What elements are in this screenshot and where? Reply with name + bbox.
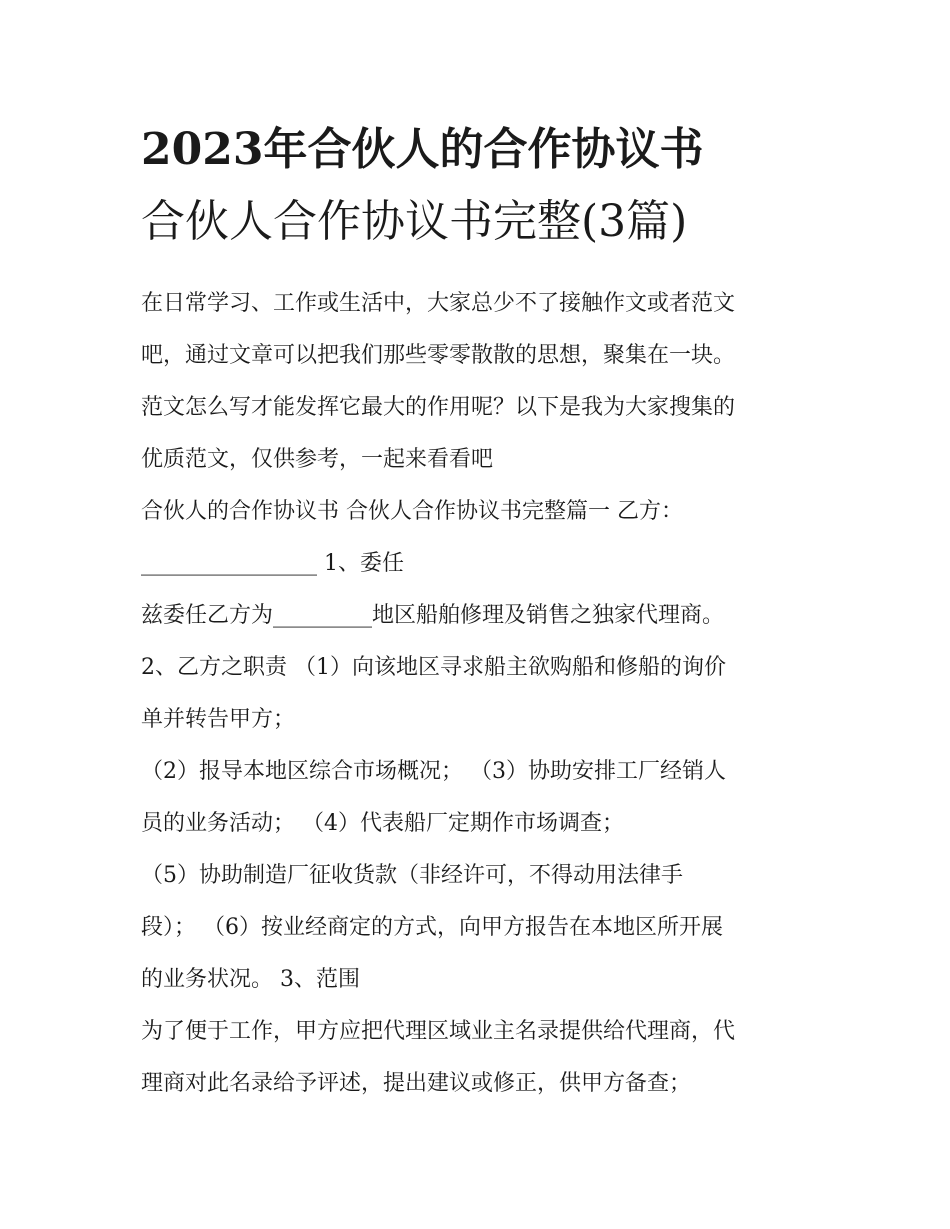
- body-line: 员的业务活动； （4）代表船厂定期作市场调查；: [141, 811, 624, 836]
- body-line: 合伙人的合作协议书 合伙人合作协议书完整篇一 乙方：: [141, 499, 683, 524]
- document-page: [141, 118, 821, 1110]
- body-line: 2、乙方之职责 （1）向该地区寻求船主欲购船和修船的询价: [141, 655, 726, 680]
- body-line: 的业务状况。 3、范围: [141, 967, 360, 992]
- body-line: 单并转告甲方；: [141, 707, 296, 732]
- body-line: 为了便于工作，甲方应把代理区域业主名录提供给代理商，代: [141, 1019, 736, 1044]
- body-line: 段）； （6）按业经商定的方式，向甲方报告在本地区所开展: [141, 915, 723, 940]
- document-title-line-1: 2023年合伙人的合作协议书: [141, 124, 704, 175]
- body-line: ________________ 1、委任: [141, 551, 404, 576]
- body-line: 理商对此名录给予评述，提出建议或修正，供甲方备查；: [141, 1071, 692, 1096]
- body-line: 范文怎么写才能发挥它最大的作用呢？以下是我为大家搜集的: [141, 395, 736, 420]
- document-title-line-2: 合伙人合作协议书完整(3篇): [141, 196, 688, 247]
- body-line: （5）协助制造厂征收货款（非经许可，不得动用法律手: [141, 863, 683, 888]
- document-body: [141, 278, 821, 1110]
- body-line: 兹委任乙方为_________地区船舶修理及销售之独家代理商。: [141, 603, 725, 628]
- body-line: 优质范文，仅供参考，一起来看看吧: [141, 447, 494, 472]
- body-line: （2）报导本地区综合市场概况； （3）协助安排工厂经销人: [141, 759, 726, 784]
- body-line: 吧，通过文章可以把我们那些零零散散的思想，聚集在一块。: [141, 343, 736, 368]
- body-line: 在日常学习、工作或生活中，大家总少不了接触作文或者范文: [141, 291, 736, 316]
